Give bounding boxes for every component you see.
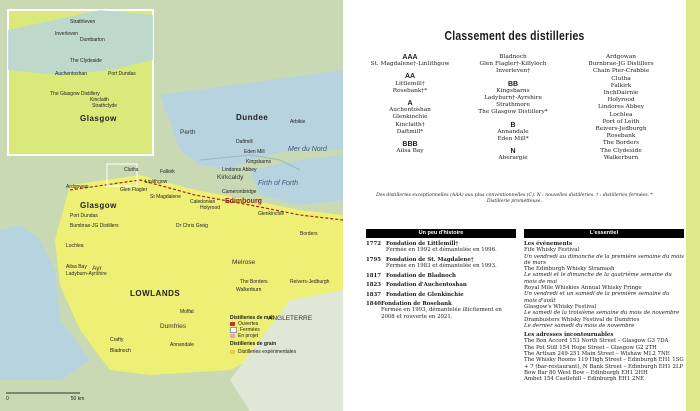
history-year: 1817 bbox=[366, 272, 382, 279]
history-item bbox=[366, 273, 516, 279]
event-date: Le samedi et le dimanche de la quatrième semaine du mois de mai bbox=[524, 272, 672, 285]
distillery-label: Lindores Abbey bbox=[222, 167, 257, 173]
history-item bbox=[366, 257, 516, 270]
region-label-angleterre: ANGLETERRE bbox=[268, 315, 313, 322]
distillery-label: Ardgowan bbox=[66, 184, 89, 190]
rank-item: Glenkinchie bbox=[392, 114, 428, 121]
rank-heading: BB bbox=[507, 80, 519, 88]
distillery-label: Crafty bbox=[110, 337, 124, 343]
inset-label: The Glasgow Distillery bbox=[50, 91, 100, 97]
scale-end: 50 km bbox=[70, 396, 85, 402]
rank-item: Daftmill* bbox=[396, 128, 424, 135]
event-date: Un vendredi au dimanche de la première semaine du mois de mars bbox=[524, 253, 684, 266]
history-heading: Un peu d'histoire bbox=[366, 229, 516, 238]
distillery-label: Ailsa Bay bbox=[66, 264, 87, 270]
rank-item: The Glasgow Distillery* bbox=[478, 109, 548, 116]
history-year: 1823 bbox=[366, 282, 382, 289]
rank-item: Bladnoch bbox=[499, 54, 527, 60]
history-year: 1772 bbox=[366, 241, 382, 247]
legend-title-malt: Distilleries de malt bbox=[230, 315, 275, 321]
distillery-label: Kingsbarns bbox=[246, 159, 272, 165]
rank-item: Ailsa Bay bbox=[396, 148, 424, 155]
rank-item: Auchentoshan bbox=[389, 107, 431, 114]
legend-title-grain: Distilleries de grain bbox=[230, 341, 277, 347]
distillery-label: Moffat bbox=[180, 309, 194, 315]
inset-label: The Clydeside bbox=[70, 58, 102, 64]
city-label-glasgow: Glasgow bbox=[80, 201, 117, 210]
inset-label: Strathclyde bbox=[92, 103, 118, 109]
legend-swatch bbox=[230, 350, 235, 354]
distillery-label: Caledonian bbox=[190, 199, 216, 205]
distillery-label: Borders bbox=[300, 231, 318, 237]
history-list bbox=[366, 241, 516, 323]
rank-item: Falkirk bbox=[610, 82, 632, 89]
rank-item: Reivers-Jedburgh bbox=[595, 126, 647, 133]
inset-label: Strathleven bbox=[70, 19, 96, 25]
history-title: Fondation de Littlemill† bbox=[386, 241, 459, 247]
rank-item: Eden Mill* bbox=[497, 136, 529, 143]
event-date: Le samedi de la troisième semaine du mois de novembre bbox=[524, 310, 680, 317]
distillery-label: Arbikie bbox=[290, 119, 306, 125]
distillery-label: Glenkinchie bbox=[258, 211, 285, 217]
rank-column-2 bbox=[468, 54, 558, 163]
rank-item: Rosebank†* bbox=[392, 87, 428, 94]
distillery-label: Holyrood bbox=[200, 205, 221, 211]
sea-label: Mer du Nord bbox=[288, 146, 327, 153]
bar-address: The Whisky Rooms 119 High Street – Edinburgh EH1 1SG + 7 (bar-restaurant), N Bank Street – Edinburgh EH1 2LP bbox=[524, 357, 684, 370]
color-band bbox=[686, 0, 700, 411]
events-title: Les événements bbox=[524, 241, 573, 247]
city-label-dundee: Dundee bbox=[236, 113, 269, 122]
bars-title: Les adresses incontournables bbox=[524, 332, 614, 339]
rank-heading: N bbox=[510, 148, 516, 156]
region-label-lowlands: LOWLANDS bbox=[130, 289, 181, 298]
legend-label: Ouvertes bbox=[238, 321, 259, 327]
history-detail: Fermée en 1993, démantelée illicitement en 2008 et rouverte en 2021. bbox=[381, 307, 502, 320]
rank-item: Lochlea bbox=[609, 111, 633, 118]
history-item bbox=[366, 301, 516, 320]
history-title: Fondation d'Auchentoshan bbox=[386, 282, 467, 289]
distillery-label: Cameronbridge bbox=[222, 189, 257, 195]
rank-heading: BBB bbox=[402, 141, 418, 149]
distillery-label: Walkerburn bbox=[236, 287, 262, 293]
distillery-label: Eden Mill bbox=[244, 149, 265, 155]
rank-item: Holyrood bbox=[607, 97, 635, 104]
rank-heading: A bbox=[407, 100, 413, 108]
rank-heading: AAA bbox=[402, 54, 418, 61]
article-page bbox=[343, 0, 700, 411]
history-detail: Fermée en 1992 et démantelée en 1996. bbox=[386, 247, 497, 254]
rank-item: Port of Leith bbox=[602, 118, 640, 125]
rank-item: Ardgowan bbox=[605, 54, 637, 60]
inset-label: Auchentoshan bbox=[55, 71, 87, 77]
history-year: 1795 bbox=[366, 256, 382, 263]
legend-label: Distilleries expérimentales bbox=[238, 349, 297, 355]
rank-item: Strathmore bbox=[496, 102, 530, 109]
inset-label: Port Dundas bbox=[108, 71, 136, 77]
event-name: Fife Whisky Festival bbox=[524, 247, 580, 254]
page-title: Classement des distilleries bbox=[444, 28, 585, 43]
distillery-map bbox=[0, 0, 343, 411]
map-legend bbox=[230, 315, 338, 355]
legend-swatch bbox=[230, 322, 235, 326]
map-scale bbox=[6, 396, 84, 402]
distillery-label: Bumbrae-JG Distillers bbox=[70, 223, 119, 229]
history-item bbox=[366, 282, 516, 288]
rank-item: St. Magdalene†-Linlithgow bbox=[370, 61, 450, 68]
rank-item: Ladyburn†-Ayrshire bbox=[484, 95, 542, 102]
history-item bbox=[366, 292, 516, 298]
rank-item: The Clydeside bbox=[600, 147, 642, 154]
rank-item: Kingsbarns bbox=[496, 87, 530, 94]
legend-exp bbox=[230, 349, 338, 355]
distillery-label: Port Dundas bbox=[70, 213, 98, 219]
distillery-label: Lochlea bbox=[66, 243, 84, 249]
legend-label: Fermées bbox=[240, 327, 260, 333]
history-title: Fondation de St. Magdalene† bbox=[386, 256, 474, 263]
rank-item: Glen Flagler†-Killyloch bbox=[479, 61, 547, 68]
event-name: Drambusters Whisky Festival de Dumfries bbox=[524, 316, 640, 323]
rank-item: Burnbrae-JG Distillers bbox=[588, 61, 654, 68]
history-detail: Fermée en 1983 et démantelée en 1993. bbox=[386, 263, 497, 270]
rank-item: Rosebank bbox=[606, 133, 636, 140]
city-label-melrose: Melrose bbox=[232, 259, 256, 266]
distillery-label: Clutha bbox=[124, 167, 139, 173]
legend-project bbox=[230, 333, 338, 339]
distillery-label: Bladnoch bbox=[110, 348, 131, 354]
history-year: 1840 bbox=[366, 301, 382, 308]
rank-item: Clutha bbox=[611, 75, 631, 82]
distillery-label: Annandale bbox=[170, 342, 194, 348]
rank-column-3 bbox=[571, 54, 671, 162]
rank-item: Lindores Abbey bbox=[598, 104, 644, 111]
bar-address: The Artisan 249-251 Main Street – Wishaw ML2 7NE bbox=[524, 351, 670, 358]
distillery-label: Daftmill bbox=[236, 139, 253, 145]
inset-label: Dumbarton bbox=[80, 37, 105, 43]
legend-swatch bbox=[230, 327, 237, 333]
ranking-note: Des distilleries exceptionnelles (AAA) aux plus conventionnelles (C). N : nouvelles distilleries. † : distilleries fermées. * Distillerie prometteuse. bbox=[376, 193, 653, 204]
rank-heading: AA bbox=[404, 73, 416, 81]
legend-swatch bbox=[230, 334, 235, 338]
city-label-perth: Perth bbox=[180, 129, 196, 136]
rank-heading: B bbox=[510, 121, 516, 129]
rank-item: Walkerburn bbox=[603, 154, 639, 161]
scale-start: 0 bbox=[6, 396, 9, 402]
inset-label: Kinclaith bbox=[90, 97, 109, 103]
rank-item: Littlemill† bbox=[395, 80, 425, 87]
city-label-kirkcaldy: Kirkcaldy bbox=[217, 174, 244, 181]
inset-label: Inverleven bbox=[55, 31, 79, 37]
legend-label: En projet bbox=[238, 333, 259, 339]
event-name: Glasgow's Whisky Festival bbox=[524, 303, 597, 310]
sea-label: Firth of Forth bbox=[258, 180, 299, 187]
history-item bbox=[366, 241, 516, 254]
rank-item: Aberargie bbox=[498, 155, 528, 162]
distillery-label: Ladyburn-Ayrshire bbox=[66, 271, 107, 277]
city-label-edimbourg: Edimbourg bbox=[225, 198, 262, 205]
inset-city-label: Glasgow bbox=[80, 114, 117, 123]
city-label-dumfries: Dumfries bbox=[160, 323, 187, 330]
event-date: Un vendredi et un samedi de la première semaine du mois d'août bbox=[524, 291, 670, 304]
distillery-label: Reivers-Jedburgh bbox=[290, 279, 330, 285]
distillery-label: Glen Flagler bbox=[120, 187, 148, 193]
distillery-label: Falkirk bbox=[160, 169, 175, 175]
distillery-label: Linlithgow bbox=[145, 179, 168, 185]
distillery-label: The Borders bbox=[240, 279, 268, 285]
bar-address: Ambet 154 Castlehill – Edinburgh EH1 2NE bbox=[524, 376, 645, 383]
distillery-label: St Magdalene bbox=[150, 194, 181, 200]
history-title: Fondation de Bladnoch bbox=[386, 272, 456, 279]
rank-item: Chain Pier-Crabbie bbox=[592, 68, 650, 75]
event-date: Le dernier samedi du mois de novembre bbox=[524, 322, 635, 329]
city-label-ayr: Ayr bbox=[92, 265, 102, 272]
history-title: Fondation de Rosebank bbox=[381, 301, 452, 308]
distillery-label: Dr Chris Greig bbox=[176, 223, 208, 229]
bar-address: Bow Bar 80 West Bow – Edinburgh EH1 2HH bbox=[524, 369, 648, 376]
history-title: Fondation de Glenkinchie bbox=[386, 291, 464, 298]
essentials-list bbox=[524, 241, 684, 383]
rank-item: InchDairnie bbox=[603, 90, 639, 97]
event-name: The Edinburgh Whisky Stramash bbox=[524, 266, 615, 273]
bar-address: The Pot Still 154 Hope Street – Glasgow G2 2TH bbox=[524, 344, 657, 351]
rank-item: Annandale bbox=[497, 128, 529, 135]
history-year: 1837 bbox=[366, 291, 382, 298]
rank-item: The Borders bbox=[602, 140, 640, 147]
event-name: Royal Mile Whiskies Annual Whisky Fringe bbox=[524, 285, 642, 292]
bar-address: The Bon Accord 153 North Street – Glasgow G3 7DA bbox=[524, 338, 669, 345]
essentials-heading: L'essentiel bbox=[524, 229, 684, 238]
rank-item: Inverleven† bbox=[495, 68, 531, 75]
rank-item: Kinclaith† bbox=[395, 121, 425, 128]
rank-column-1 bbox=[365, 54, 455, 155]
